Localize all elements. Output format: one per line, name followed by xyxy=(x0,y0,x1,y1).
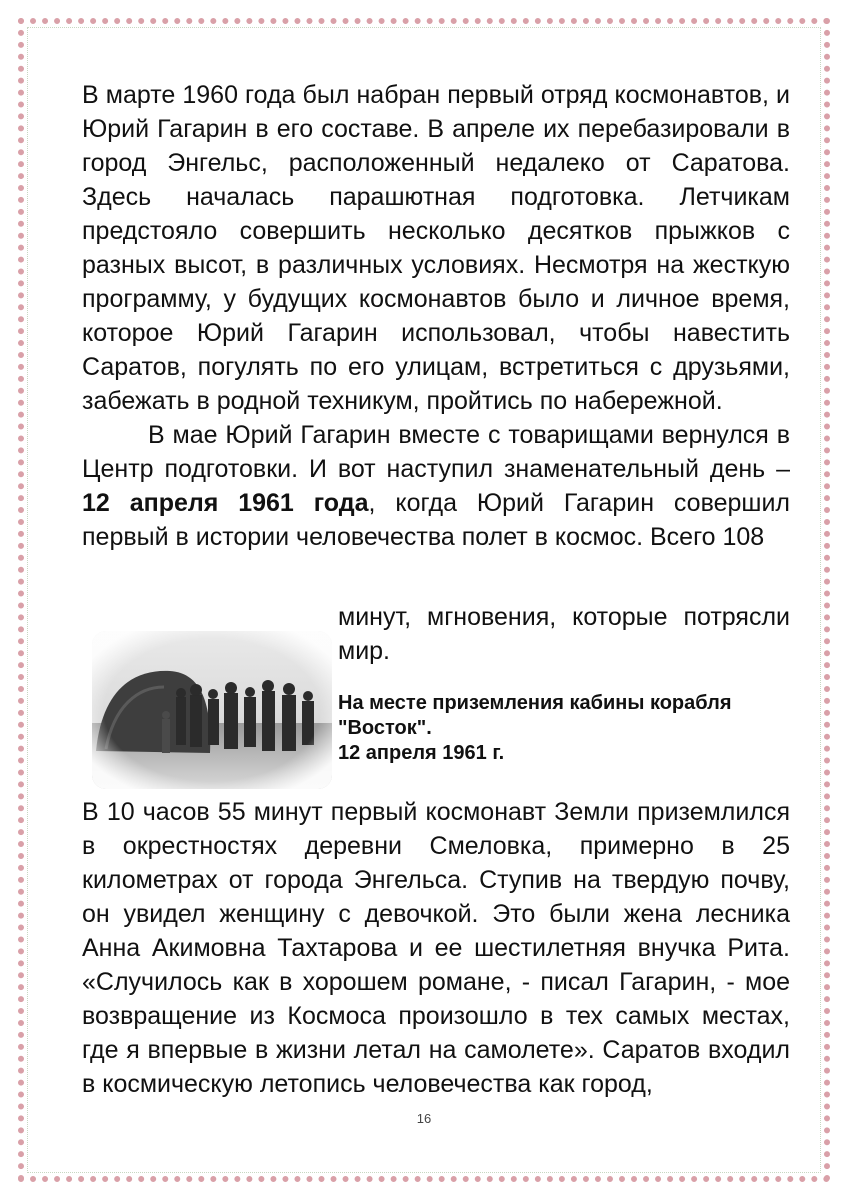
paragraph-flight-end: , когда Юрий Гагарин совершил первый в истории человечества полет в космос. Всего 108 xyxy=(82,489,790,551)
paragraph-flight xyxy=(82,418,790,554)
landing-site-photo-image xyxy=(92,631,332,789)
paragraph-flight-wrap-text: минут, мгновения, которые потрясли мир. xyxy=(338,603,790,665)
caption-title: На месте приземления кабины корабля "Восток". xyxy=(338,692,732,739)
paragraph-flight-start: В мае Юрий Гагарин вместе с товарищами вернулся в Центр подготовки. И вот наступил знаменательный день – xyxy=(82,421,790,483)
flight-date: 12 апреля 1961 года xyxy=(82,489,369,517)
paragraph-training: В марте 1960 года был набран первый отряд космонавтов, и Юрий Гагарин в его составе. В апреле их перебазировали в город Энгельс, расположенный недалеко от Саратова. Здесь началась парашютная подготовка. Летчикам предстояло совершить несколько десятков прыжков с разных высот, в различных условиях. Несмотря на жесткую программу, у будущих космонавтов было и личное время, которое Юрий Гагарин использовал, чтобы навестить Саратов, погулять по его улицам, встретиться с друзьями, забежать в родной техникум, пройтись по набережной. xyxy=(82,81,790,415)
photo-caption xyxy=(338,691,768,766)
paragraph-flight-wrap xyxy=(338,600,790,668)
caption-date: 12 апреля 1961 г. xyxy=(338,742,505,764)
main-text-column xyxy=(82,78,790,554)
page-number: 16 xyxy=(416,1111,432,1126)
paragraph-landing: В 10 часов 55 минут первый космонавт Земли приземлился в окрестностях деревни Смеловка, примерно в 25 километрах от города Энгельса. Ступив на твердую почву, он увидел женщину с девочкой. Это были жена лесника Анна Акимовна Тахтарова и ее шестилетняя внучка Рита. «Случилось как в хорошем романе, - писал Гагарин, - мое возвращение из Космоса произошло в тех самых местах, где я впервые в жизни летал на самолете». Саратов входил в космическую летопись человечества как город, xyxy=(82,798,790,1098)
landing-site-photo xyxy=(92,631,332,789)
landing-text-column xyxy=(82,795,790,1101)
